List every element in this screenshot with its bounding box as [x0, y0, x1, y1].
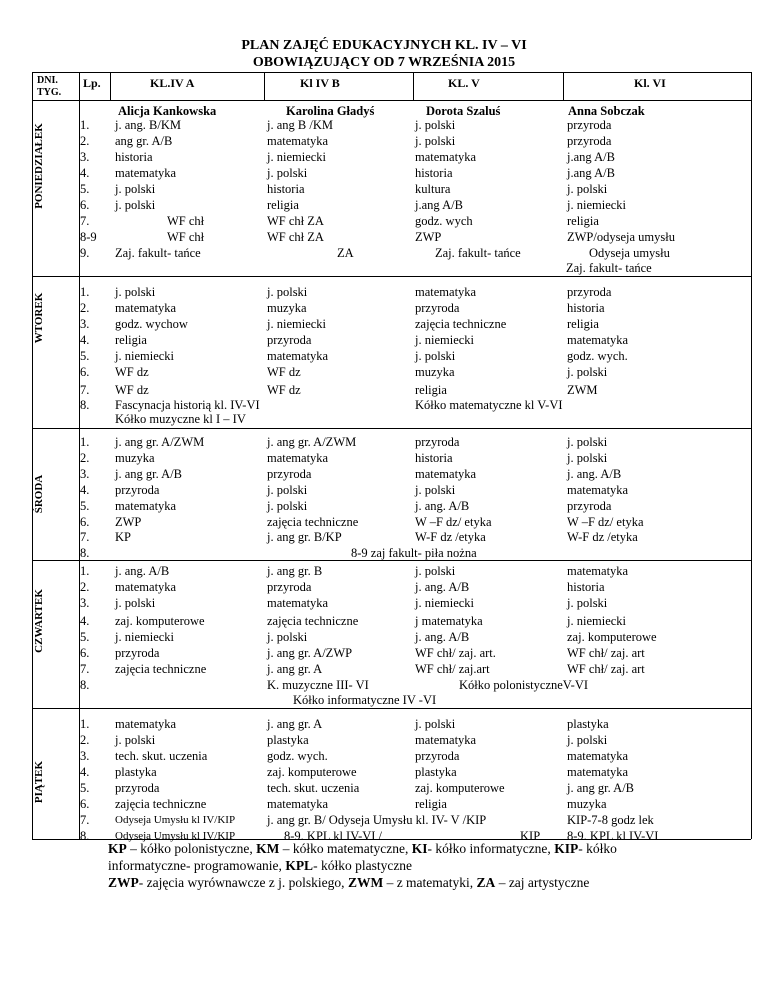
- cell-d: j. polski: [567, 435, 608, 449]
- cell-c: W-F dz /etyka: [415, 530, 486, 544]
- schedule-row: [79, 545, 751, 561]
- cell-d: przyroda: [567, 285, 612, 299]
- cell-n: 3.: [80, 150, 90, 164]
- cell-d: j. polski: [567, 365, 608, 379]
- cell-d: zaj. komputerowe: [567, 630, 657, 644]
- cell-a: Odyseja Umysłu kl IV/KIP: [115, 814, 236, 826]
- cell-b: j. niemiecki: [267, 150, 327, 164]
- cell-a: WF chł: [167, 230, 205, 244]
- legend-line-1: KP – kółko polonistyczne, KM – kółko matematyczne, KI- kółko informatyczne, KIP- kółko: [108, 841, 617, 856]
- cell-c: j. ang. A/B: [415, 580, 470, 594]
- schedule-row: [79, 595, 751, 611]
- cell-a: zajęcia techniczne: [115, 662, 207, 676]
- schedule-row: [79, 181, 751, 197]
- cell-a: j. ang. B/KM: [115, 118, 181, 132]
- schedule-row: [79, 229, 751, 245]
- cell-d: j. polski: [567, 182, 608, 196]
- schedule-row: [79, 482, 751, 498]
- cell-a: przyroda: [115, 781, 160, 795]
- cell-d: W-F dz /etyka: [567, 530, 638, 544]
- schedule-row: [79, 466, 751, 482]
- cell-b: historia: [267, 182, 305, 196]
- schedule-row: [79, 796, 751, 812]
- schedule-row: [79, 529, 751, 545]
- schedule-row: [79, 645, 751, 661]
- cell-d: j.ang A/B: [567, 166, 615, 180]
- cell-c: ZWP: [415, 230, 442, 244]
- cell-a: matematyka: [115, 301, 177, 315]
- cell-b: WF chł ZA: [267, 214, 324, 228]
- cell-d: WF chł/ zaj. art: [567, 662, 645, 676]
- cell-n: 6.: [80, 198, 90, 212]
- cell-n: 4.: [80, 614, 90, 628]
- cell-n: 5.: [80, 630, 90, 644]
- header-class-5: KL. V: [448, 76, 480, 90]
- teacher-6: Anna Sobczak: [568, 104, 645, 118]
- schedule-row: [79, 748, 751, 764]
- cell-b: 8-9. KPL kl IV-VI /: [284, 829, 383, 843]
- grid-hline: [32, 708, 751, 709]
- cell-c: zaj. komputerowe: [415, 781, 505, 795]
- cell-c: j. niemiecki: [415, 596, 475, 610]
- day-thursday: CZWARTEK: [33, 589, 45, 653]
- cell-c: muzyka: [415, 365, 455, 379]
- schedule-row: [79, 197, 751, 213]
- cell-c: Zaj. fakult- tańce: [435, 246, 521, 260]
- cell-a: przyroda: [115, 483, 160, 497]
- cell-b: j. ang gr. A: [267, 717, 323, 731]
- schedule-row: [79, 613, 751, 629]
- grid-vline: [264, 72, 265, 100]
- cell-d: godz. wych.: [567, 349, 628, 363]
- schedule-row: [79, 716, 751, 732]
- cell-n: 2.: [80, 301, 90, 315]
- grid-vline: [110, 72, 111, 100]
- cell-c: WF chł/ zaj. art.: [415, 646, 496, 660]
- legend: [108, 840, 708, 891]
- cell-d: matematyka: [567, 564, 629, 578]
- cell-c: j. niemiecki: [415, 333, 475, 347]
- cell-b: muzyka: [267, 301, 307, 315]
- cell-a: Odyseja Umysłu kl IV/KIP: [115, 830, 236, 842]
- cell-b: plastyka: [267, 733, 309, 747]
- cell-b: matematyka: [267, 797, 329, 811]
- header-days: DNI. TYG.: [37, 75, 62, 98]
- cell-c: j. polski: [415, 118, 456, 132]
- cell-d: muzyka: [567, 797, 607, 811]
- cell-b: j. ang gr. A: [267, 662, 323, 676]
- schedule-row: [79, 300, 751, 316]
- cell-b: j. polski: [267, 285, 308, 299]
- cell-d: 8-9. KPL kl IV-VI: [567, 829, 659, 843]
- cell-a: plastyka: [115, 765, 157, 779]
- cell-n: 7.: [80, 662, 90, 676]
- cell-d: przyroda: [567, 118, 612, 132]
- cell-d: j. niemiecki: [567, 198, 627, 212]
- cell-n: 5.: [80, 182, 90, 196]
- schedule-row: [79, 284, 751, 300]
- cell-n: 2.: [80, 134, 90, 148]
- grid-hline: [32, 100, 751, 101]
- cell-n: 3.: [80, 596, 90, 610]
- cell-n: 5.: [80, 349, 90, 363]
- cell-a: ZWP: [115, 515, 142, 529]
- cell-b: WF dz: [267, 383, 301, 397]
- cell-c: godz. wych: [415, 214, 473, 228]
- cell-c: przyroda: [415, 749, 460, 763]
- cell-d: ZWM: [567, 383, 598, 397]
- cell-n: 4.: [80, 166, 90, 180]
- cell-d: matematyka: [567, 483, 629, 497]
- cell-n: 4.: [80, 765, 90, 779]
- cell-d: j. ang. A/B: [567, 467, 622, 481]
- cell-d: j.ang A/B: [567, 150, 615, 164]
- cell-a: przyroda: [115, 646, 160, 660]
- teacher-4b: Karolina Gładyś: [286, 104, 375, 118]
- cell-a: zajęcia techniczne: [115, 797, 207, 811]
- cell-c: W –F dz/ etyka: [415, 515, 492, 529]
- cell-c: historia: [415, 451, 453, 465]
- cell-d: j. ang gr. A/B: [567, 781, 635, 795]
- cell-b: j. polski: [267, 499, 308, 513]
- schedule-row: [79, 579, 751, 595]
- day-friday: PIĄTEK: [33, 760, 45, 804]
- cell-a: godz. wychow: [115, 317, 188, 331]
- monday-extra: Zaj. fakult- tańce: [566, 261, 652, 275]
- cell-b: WF dz: [267, 365, 301, 379]
- cell-c: j. polski: [415, 483, 456, 497]
- tuesday-extra: Kółko muzyczne kl I – IV: [115, 412, 246, 426]
- cell-c: przyroda: [415, 435, 460, 449]
- cell-b: j. ang gr. B/KP: [267, 530, 342, 544]
- cell-a: matematyka: [115, 499, 177, 513]
- cell-a: j. polski: [115, 182, 156, 196]
- schedule-row: [79, 450, 751, 466]
- cell-d: religia: [567, 317, 599, 331]
- schedule-row: [79, 213, 751, 229]
- cell-c: j. ang. A/B: [415, 499, 470, 513]
- cell-d: Odyseja umysłu: [589, 246, 670, 260]
- teacher-5: Dorota Szaluś: [426, 104, 501, 118]
- cell-d: KIP-7-8 godz lek: [567, 813, 654, 827]
- cell-c: KIP: [520, 829, 541, 843]
- cell-d: religia: [567, 214, 599, 228]
- cell-a: historia: [115, 150, 153, 164]
- cell-c: matematyka: [415, 733, 477, 747]
- cell-b: przyroda: [267, 333, 312, 347]
- cell-c: j. ang. A/B: [415, 630, 470, 644]
- cell-d: historia: [567, 301, 605, 315]
- cell-a: WF dz: [115, 383, 149, 397]
- cell-n: 1.: [80, 564, 90, 578]
- cell-n: 1.: [80, 435, 90, 449]
- day-tuesday: WTOREK: [33, 292, 45, 344]
- schedule-row: [79, 629, 751, 645]
- cell-c: religia: [415, 383, 447, 397]
- cell-text: Kółko polonistyczneV-VI: [459, 678, 589, 692]
- cell-n: 8-9: [80, 230, 97, 244]
- schedule-row: [79, 514, 751, 530]
- schedule-row: [79, 316, 751, 332]
- cell-d: plastyka: [567, 717, 609, 731]
- cell-c: matematyka: [415, 150, 477, 164]
- cell-c: matematyka: [415, 467, 477, 481]
- cell-d: W –F dz/ etyka: [567, 515, 644, 529]
- schedule-row: [79, 364, 751, 380]
- cell-c: j. polski: [415, 717, 456, 731]
- cell-n: 3.: [80, 317, 90, 331]
- schedule-row: [79, 732, 751, 748]
- header-class-6: Kl. VI: [634, 76, 666, 90]
- cell-a: zaj. komputerowe: [115, 614, 205, 628]
- cell-a: KP: [115, 530, 131, 544]
- cell-n: 1.: [80, 118, 90, 132]
- cell-a: tech. skut. uczenia: [115, 749, 208, 763]
- cell-c: religia: [415, 797, 447, 811]
- schedule-row: [79, 812, 751, 828]
- schedule-row: [79, 780, 751, 796]
- cell-d: matematyka: [567, 765, 629, 779]
- cell-b: j. ang gr. A/ZWM: [267, 435, 357, 449]
- cell-b: matematyka: [267, 451, 329, 465]
- cell-n: 1.: [80, 285, 90, 299]
- cell-n: 6.: [80, 646, 90, 660]
- cell-a: WF chł: [167, 214, 205, 228]
- cell-b: przyroda: [267, 467, 312, 481]
- cell-a: j. ang gr. A/ZWM: [115, 435, 205, 449]
- cell-c: j. polski: [415, 564, 456, 578]
- cell-n: 2.: [80, 580, 90, 594]
- cell-n: 3.: [80, 749, 90, 763]
- schedule-row: [79, 117, 751, 133]
- cell-d: przyroda: [567, 134, 612, 148]
- cell-n: 2.: [80, 451, 90, 465]
- cell-n: 7.: [80, 530, 90, 544]
- cell-c: j.ang A/B: [415, 198, 463, 212]
- schedule-row: [79, 165, 751, 181]
- schedule-row: [79, 661, 751, 677]
- cell-a: j. niemiecki: [115, 630, 175, 644]
- grid-hline: [32, 276, 751, 277]
- header-lp: Lp.: [83, 76, 101, 90]
- cell-a: j. ang gr. A/B: [115, 467, 183, 481]
- cell-b: j. polski: [267, 166, 308, 180]
- cell-b: j. polski: [267, 630, 308, 644]
- cell-c: plastyka: [415, 765, 457, 779]
- cell-n: 8.: [80, 678, 90, 692]
- cell-n: 4.: [80, 333, 90, 347]
- cell-b: godz. wych.: [267, 749, 328, 763]
- cell-c: kultura: [415, 182, 451, 196]
- cell-a: religia: [115, 333, 147, 347]
- schedule-row: [79, 498, 751, 514]
- cell-a: j. polski: [115, 733, 156, 747]
- cell-b: matematyka: [267, 134, 329, 148]
- cell-b: j. polski: [267, 483, 308, 497]
- cell-b: j. niemiecki: [267, 317, 327, 331]
- cell-b: j. ang gr. B: [267, 564, 323, 578]
- teacher-4a: Alicja Kankowska: [118, 104, 217, 118]
- grid-hline: [32, 428, 751, 429]
- cell-n: 6.: [80, 365, 90, 379]
- cell-b: matematyka: [267, 349, 329, 363]
- schedule-row: [79, 397, 751, 413]
- cell-a: j. polski: [115, 285, 156, 299]
- schedule-row: [79, 149, 751, 165]
- cell-n: 1.: [80, 717, 90, 731]
- grid-hline: [32, 72, 751, 73]
- cell-n: 5.: [80, 499, 90, 513]
- header-class-4a: KL.IV A: [150, 76, 195, 90]
- cell-b: zajęcia techniczne: [267, 614, 359, 628]
- cell-b: religia: [267, 198, 299, 212]
- cell-d: j. niemiecki: [567, 614, 627, 628]
- cell-b: zajęcia techniczne: [267, 515, 359, 529]
- cell-bc: j. ang gr. B/ Odyseja Umysłu kl. IV- V /KIP: [267, 813, 487, 827]
- cell-d: j. polski: [567, 451, 608, 465]
- day-wednesday: ŚRODA: [33, 474, 45, 514]
- cell-a: muzyka: [115, 451, 155, 465]
- cell-n: 3.: [80, 467, 90, 481]
- cell-d: WF chł/ zaj. art: [567, 646, 645, 660]
- schedule-row: [79, 563, 751, 579]
- cell-a: WF dz: [115, 365, 149, 379]
- legend-line-3: ZWP- zajęcia wyrównawcze z j. polskiego, ZWM – z matematyki, ZA – zaj artystyczne: [108, 875, 590, 890]
- schedule-row: [79, 348, 751, 364]
- schedule-row: [79, 245, 751, 261]
- cell-n: 8.: [80, 546, 90, 560]
- cell-b: matematyka: [267, 596, 329, 610]
- cell-n: 7.: [80, 813, 90, 827]
- cell-d: matematyka: [567, 749, 629, 763]
- cell-d: ZWP/odyseja umysłu: [567, 230, 675, 244]
- title-line-1: PLAN ZAJĘĆ EDUKACYJNYCH KL. IV – VI: [241, 38, 527, 53]
- cell-n: 7.: [80, 214, 90, 228]
- title-line-2: OBOWIĄZUJĄCY OD 7 WRZEŚNIA 2015: [252, 55, 516, 70]
- cell-text: 8-9 zaj fakult- piła nożna: [351, 546, 477, 560]
- cell-a: j. polski: [115, 596, 156, 610]
- grid-vline: [413, 72, 414, 100]
- cell-a: matematyka: [115, 717, 177, 731]
- cell-d: historia: [567, 580, 605, 594]
- cell-d: matematyka: [567, 333, 629, 347]
- cell-n: 8.: [80, 398, 90, 412]
- cell-n: 8.: [80, 829, 90, 843]
- grid-vline: [563, 72, 564, 100]
- cell-b: przyroda: [267, 580, 312, 594]
- cell-n: 6.: [80, 797, 90, 811]
- cell-n: 7.: [80, 383, 90, 397]
- schedule-row: [79, 764, 751, 780]
- schedule-row: [79, 382, 751, 398]
- cell-b: WF chł ZA: [267, 230, 324, 244]
- day-monday: PONIEDZIAŁEK: [33, 123, 45, 209]
- cell-text: K. muzyczne III- VI: [267, 678, 369, 692]
- cell-b: j. ang B /KM: [267, 118, 333, 132]
- header-class-4b: Kl IV B: [300, 76, 340, 90]
- legend-line-2: informatyczne- programowanie, KPL- kółko plastyczne: [108, 858, 413, 873]
- cell-b: zaj. komputerowe: [267, 765, 357, 779]
- schedule-row: [79, 677, 751, 693]
- cell-n: 6.: [80, 515, 90, 529]
- schedule-row: [79, 133, 751, 149]
- schedule-row: [79, 434, 751, 450]
- cell-c: przyroda: [415, 301, 460, 315]
- cell-c: historia: [415, 166, 453, 180]
- cell-b: ZA: [337, 246, 354, 260]
- thursday-extra: Kółko informatyczne IV -VI: [293, 693, 437, 707]
- cell-b: tech. skut. uczenia: [267, 781, 360, 795]
- cell-c: WF chł/ zaj.art: [415, 662, 490, 676]
- cell-n: 4.: [80, 483, 90, 497]
- cell-n: 5.: [80, 781, 90, 795]
- cell-c: matematyka: [415, 285, 477, 299]
- cell-c: j. polski: [415, 134, 456, 148]
- cell-c: j matematyka: [415, 614, 483, 628]
- cell-c: j. polski: [415, 349, 456, 363]
- cell-a: j. ang. A/B: [115, 564, 170, 578]
- cell-c: Kółko matematyczne kl V-VI: [415, 398, 563, 412]
- schedule-row: [79, 332, 751, 348]
- cell-a: matematyka: [115, 580, 177, 594]
- cell-a: matematyka: [115, 166, 177, 180]
- cell-n: 2.: [80, 733, 90, 747]
- cell-a: j. polski: [115, 198, 156, 212]
- cell-a: ang gr. A/B: [115, 134, 173, 148]
- cell-b: j. ang gr. A/ZWP: [267, 646, 353, 660]
- cell-a: j. niemiecki: [115, 349, 175, 363]
- cell-d: przyroda: [567, 499, 612, 513]
- cell-d: j. polski: [567, 596, 608, 610]
- grid-vline: [751, 72, 752, 839]
- cell-n: 9.: [80, 246, 90, 260]
- cell-a: Fascynacja historią kl. IV-VI: [115, 398, 260, 412]
- cell-d: j. polski: [567, 733, 608, 747]
- cell-c: zajęcia techniczne: [415, 317, 507, 331]
- cell-a: Zaj. fakult- tańce: [115, 246, 201, 260]
